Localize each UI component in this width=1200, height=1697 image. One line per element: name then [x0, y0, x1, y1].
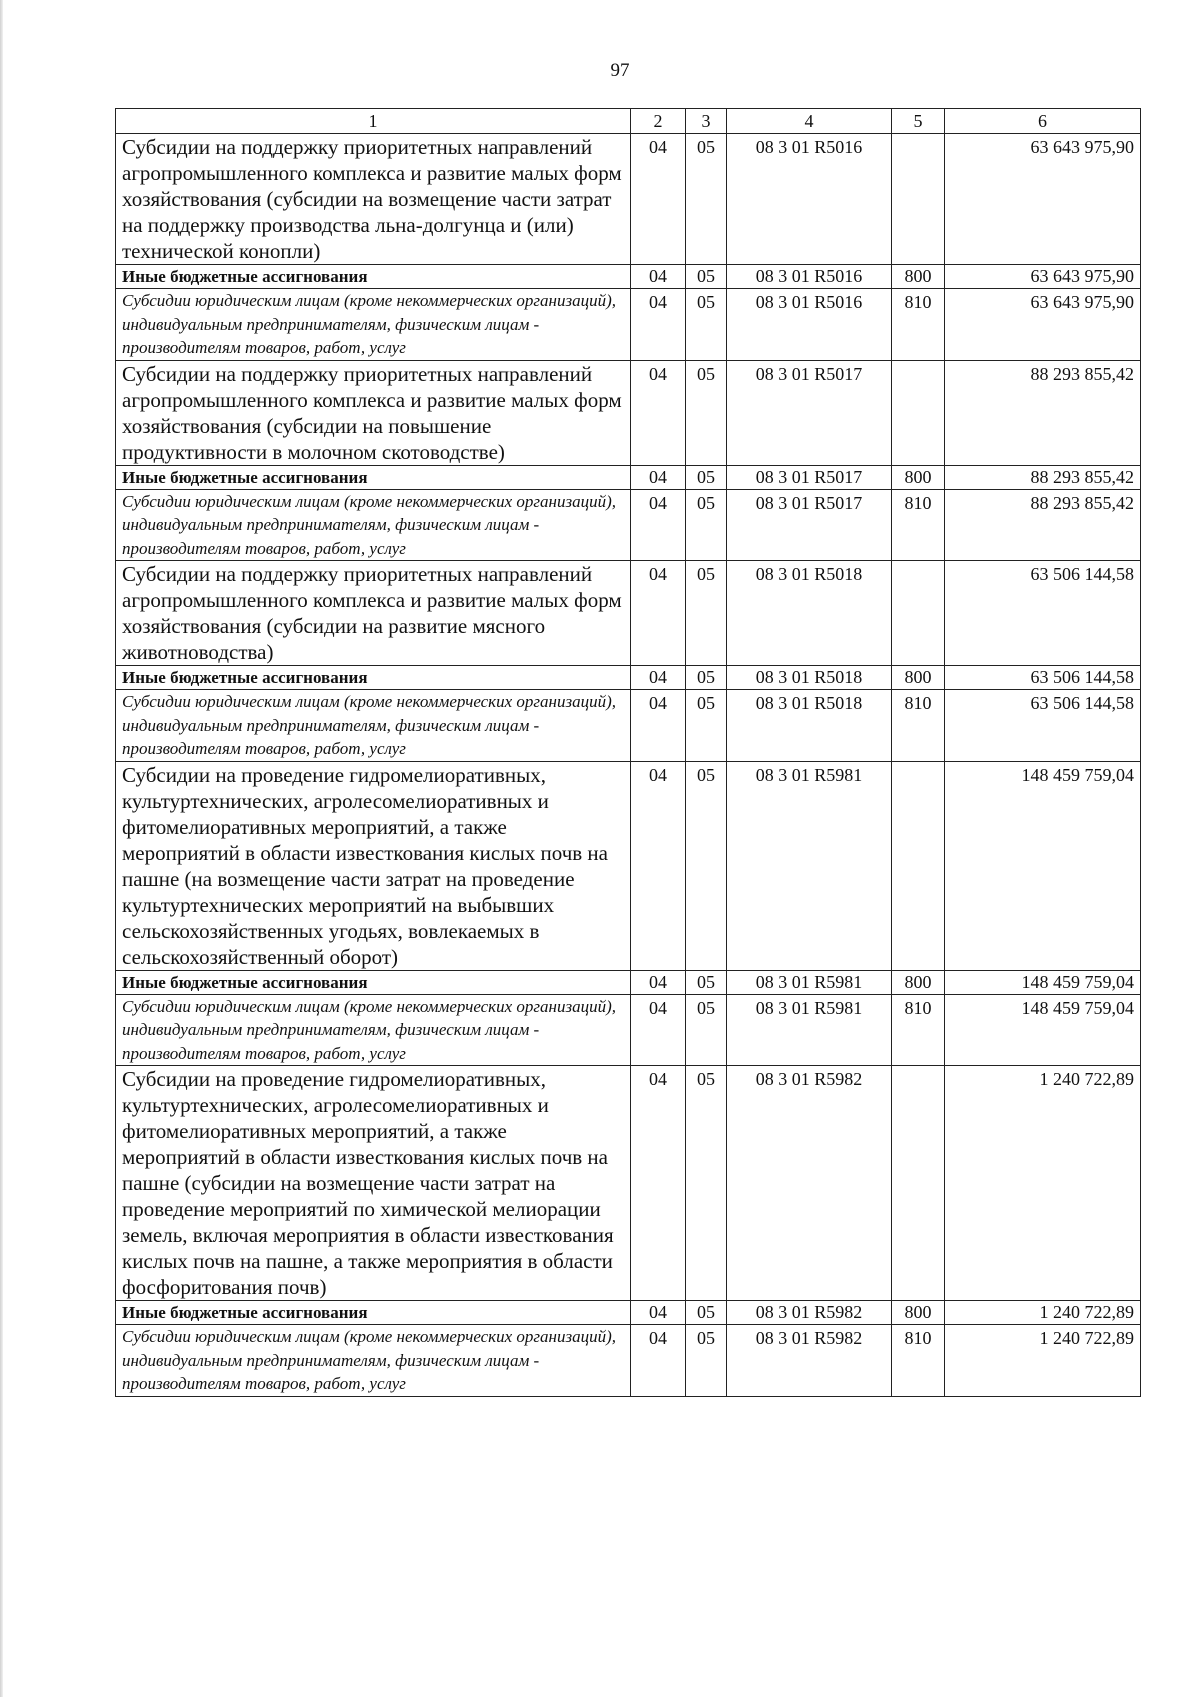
row-name-cell: Субсидии на поддержку приоритетных направлений агропромышленного комплекса и развитие малых форм хозяйствования (субсидии на развитие мясного животноводства) — [116, 561, 631, 666]
table-row — [116, 1301, 1141, 1325]
target-article-cell: 08 3 01 R5981 — [727, 994, 892, 1066]
target-article-cell: 08 3 01 R5016 — [727, 289, 892, 361]
subsection-code-cell: 05 — [686, 561, 727, 666]
section-code-cell: 04 — [631, 265, 686, 289]
amount-cell: 148 459 759,04 — [945, 994, 1141, 1066]
table-row — [116, 265, 1141, 289]
table-row — [116, 561, 1141, 666]
section-code-cell: 04 — [631, 134, 686, 265]
table-header-row — [116, 109, 1141, 134]
section-code-cell: 04 — [631, 561, 686, 666]
row-name-cell: Субсидии на проведение гидромелиоративных, культуртехнических, агролесомелиоративных и фитомелиоративных мероприятий, а также мероприятий в области известкования кислых почв на пашне (на возмещение части затрат на проведение культуртехнических мероприятий на выбывших сельскохозяйственных угодьях, вовлекаемых в сельскохозяйственный оборот) — [116, 761, 631, 970]
amount-cell: 148 459 759,04 — [945, 970, 1141, 994]
amount-cell: 63 506 144,58 — [945, 666, 1141, 690]
table-row — [116, 489, 1141, 561]
section-code-cell: 04 — [631, 1301, 686, 1325]
row-name-cell: Субсидии на поддержку приоритетных направлений агропромышленного комплекса и развитие малых форм хозяйствования (субсидии на повышение продуктивности в молочном скотоводстве) — [116, 360, 631, 465]
expense-type-cell — [892, 761, 945, 970]
table-row — [116, 360, 1141, 465]
amount-cell: 63 506 144,58 — [945, 561, 1141, 666]
table-row — [116, 994, 1141, 1066]
target-article-cell: 08 3 01 R5981 — [727, 970, 892, 994]
subsection-code-cell: 05 — [686, 1301, 727, 1325]
subsection-code-cell: 05 — [686, 489, 727, 561]
section-code-cell: 04 — [631, 970, 686, 994]
expense-type-cell — [892, 561, 945, 666]
table-body — [116, 109, 1141, 1397]
section-code-cell: 04 — [631, 666, 686, 690]
header-cell: 1 — [116, 109, 631, 134]
section-code-cell: 04 — [631, 690, 686, 762]
expense-type-cell: 810 — [892, 1325, 945, 1397]
table-row — [116, 761, 1141, 970]
row-name-cell: Иные бюджетные ассигнования — [116, 666, 631, 690]
expense-type-cell: 800 — [892, 265, 945, 289]
expense-type-cell: 800 — [892, 666, 945, 690]
target-article-cell: 08 3 01 R5017 — [727, 465, 892, 489]
header-cell: 4 — [727, 109, 892, 134]
row-name-cell: Иные бюджетные ассигнования — [116, 465, 631, 489]
row-name-cell: Субсидии юридическим лицам (кроме некоммерческих организаций), индивидуальным предпринимателям, физическим лицам - производителям товаров, работ, услуг — [116, 1325, 631, 1397]
target-article-cell: 08 3 01 R5018 — [727, 561, 892, 666]
expense-type-cell — [892, 134, 945, 265]
section-code-cell: 04 — [631, 360, 686, 465]
table-row — [116, 666, 1141, 690]
header-cell: 3 — [686, 109, 727, 134]
amount-cell: 88 293 855,42 — [945, 489, 1141, 561]
amount-cell: 1 240 722,89 — [945, 1325, 1141, 1397]
header-cell: 6 — [945, 109, 1141, 134]
subsection-code-cell: 05 — [686, 134, 727, 265]
table-row — [116, 970, 1141, 994]
target-article-cell: 08 3 01 R5016 — [727, 265, 892, 289]
subsection-code-cell: 05 — [686, 289, 727, 361]
row-name-cell: Субсидии юридическим лицам (кроме некоммерческих организаций), индивидуальным предпринимателям, физическим лицам - производителям товаров, работ, услуг — [116, 289, 631, 361]
row-name-cell: Субсидии на проведение гидромелиоративных, культуртехнических, агролесомелиоративных и фитомелиоративных мероприятий, а также мероприятий в области известкования кислых почв на пашне (субсидии на возмещение части затрат на проведение мероприятий по химической мелиорации земель, включая мероприятия в области известкования кислых почв на пашне, а также мероприятия в области фосфоритования почв) — [116, 1066, 631, 1301]
target-article-cell: 08 3 01 R5982 — [727, 1066, 892, 1301]
target-article-cell: 08 3 01 R5018 — [727, 690, 892, 762]
amount-cell: 88 293 855,42 — [945, 360, 1141, 465]
section-code-cell: 04 — [631, 289, 686, 361]
target-article-cell: 08 3 01 R5981 — [727, 761, 892, 970]
subsection-code-cell: 05 — [686, 465, 727, 489]
amount-cell: 63 506 144,58 — [945, 690, 1141, 762]
budget-table — [115, 108, 1141, 1397]
section-code-cell: 04 — [631, 1066, 686, 1301]
subsection-code-cell: 05 — [686, 994, 727, 1066]
table-row — [116, 1325, 1141, 1397]
section-code-cell: 04 — [631, 994, 686, 1066]
subsection-code-cell: 05 — [686, 265, 727, 289]
row-name-cell: Иные бюджетные ассигнования — [116, 265, 631, 289]
amount-cell: 63 643 975,90 — [945, 134, 1141, 265]
table-row — [116, 690, 1141, 762]
row-name-cell: Иные бюджетные ассигнования — [116, 970, 631, 994]
section-code-cell: 04 — [631, 489, 686, 561]
table-row — [116, 289, 1141, 361]
table-row — [116, 134, 1141, 265]
expense-type-cell: 810 — [892, 489, 945, 561]
header-cell: 5 — [892, 109, 945, 134]
subsection-code-cell: 05 — [686, 761, 727, 970]
expense-type-cell: 800 — [892, 465, 945, 489]
table-row — [116, 1066, 1141, 1301]
section-code-cell: 04 — [631, 761, 686, 970]
amount-cell: 63 643 975,90 — [945, 265, 1141, 289]
section-code-cell: 04 — [631, 465, 686, 489]
expense-type-cell: 810 — [892, 289, 945, 361]
expense-type-cell: 810 — [892, 994, 945, 1066]
amount-cell: 88 293 855,42 — [945, 465, 1141, 489]
amount-cell: 148 459 759,04 — [945, 761, 1141, 970]
subsection-code-cell: 05 — [686, 690, 727, 762]
expense-type-cell: 800 — [892, 970, 945, 994]
row-name-cell: Иные бюджетные ассигнования — [116, 1301, 631, 1325]
target-article-cell: 08 3 01 R5017 — [727, 489, 892, 561]
target-article-cell: 08 3 01 R5018 — [727, 666, 892, 690]
section-code-cell: 04 — [631, 1325, 686, 1397]
subsection-code-cell: 05 — [686, 1325, 727, 1397]
subsection-code-cell: 05 — [686, 1066, 727, 1301]
target-article-cell: 08 3 01 R5017 — [727, 360, 892, 465]
row-name-cell: Субсидии юридическим лицам (кроме некоммерческих организаций), индивидуальным предпринимателям, физическим лицам - производителям товаров, работ, услуг — [116, 994, 631, 1066]
table-row — [116, 465, 1141, 489]
target-article-cell: 08 3 01 R5982 — [727, 1301, 892, 1325]
page-number: 97 — [610, 60, 630, 81]
scan-edge — [0, 0, 3, 1697]
expense-type-cell: 810 — [892, 690, 945, 762]
header-cell: 2 — [631, 109, 686, 134]
expense-type-cell — [892, 360, 945, 465]
row-name-cell: Субсидии на поддержку приоритетных направлений агропромышленного комплекса и развитие малых форм хозяйствования (субсидии на возмещение части затрат на поддержку производства льна-долгунца и (или) технической конопли) — [116, 134, 631, 265]
amount-cell: 1 240 722,89 — [945, 1066, 1141, 1301]
row-name-cell: Субсидии юридическим лицам (кроме некоммерческих организаций), индивидуальным предпринимателям, физическим лицам - производителям товаров, работ, услуг — [116, 690, 631, 762]
row-name-cell: Субсидии юридическим лицам (кроме некоммерческих организаций), индивидуальным предпринимателям, физическим лицам - производителям товаров, работ, услуг — [116, 489, 631, 561]
subsection-code-cell: 05 — [686, 666, 727, 690]
amount-cell: 1 240 722,89 — [945, 1301, 1141, 1325]
expense-type-cell: 800 — [892, 1301, 945, 1325]
subsection-code-cell: 05 — [686, 970, 727, 994]
target-article-cell: 08 3 01 R5016 — [727, 134, 892, 265]
subsection-code-cell: 05 — [686, 360, 727, 465]
amount-cell: 63 643 975,90 — [945, 289, 1141, 361]
target-article-cell: 08 3 01 R5982 — [727, 1325, 892, 1397]
expense-type-cell — [892, 1066, 945, 1301]
